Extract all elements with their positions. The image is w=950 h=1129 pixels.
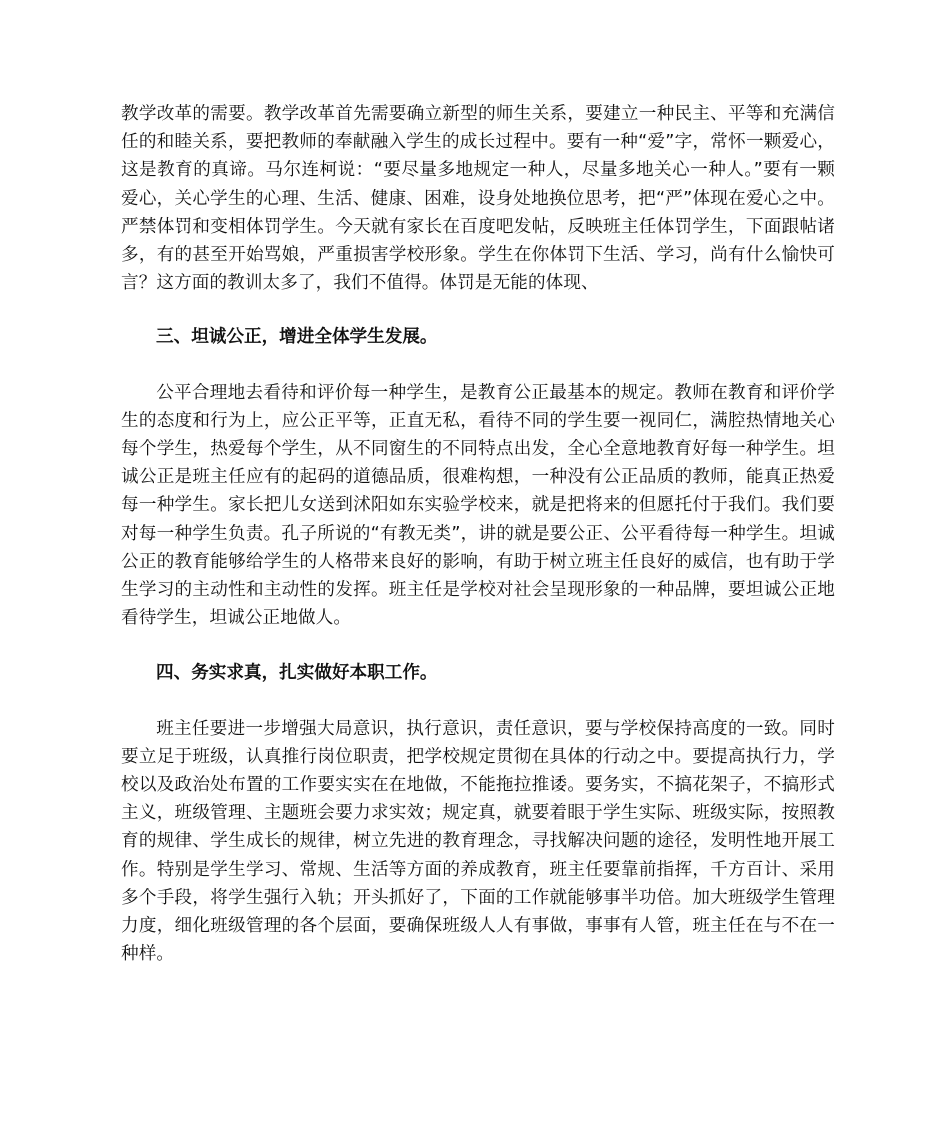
section-heading-4: 四、务实求真，扎实做好本职工作。 (156, 663, 438, 684)
spacer (121, 688, 835, 715)
section-heading-3: 三、坦诚公正，增进全体学生发展。 (156, 327, 438, 348)
paragraph-2: 公平合理地去看待和评价每一种学生，是教育公正最基本的规定。教师在教育和评价学生的态度和行为上，应公正平等，正直无私，看待不同的学生要一视同仁，满腔热情地关心每个学生，热爱每个学生，从不同窗生的不同特点出发，全心全意地教育好每一种学生。坦诚公正是班主任应有的起码的道德品质，很难构想，一种没有公正品质的教师，能真正热爱每一种学生。家长把儿女送到沭阳如东实验学校来，就是把将来的但愿托付于我们。我们要对每一种学生负责。孔子所说的“有教无类”，讲的就是要公正、公平看待每一种学生。坦诚公正的教育能够给学生的人格带来良好的影响，有助于树立班主任良好的威信，也有助于学生学习的主动性和主动性的发挥。班主任是学校对社会呈现形象的一种品牌，要坦诚公正地看待学生，坦诚公正地做人。 (121, 382, 835, 629)
spacer (121, 352, 835, 379)
spacer (121, 632, 835, 659)
paragraph-1: 教学改革的需要。教学改革首先需要确立新型的师生关系，要建立一种民主、平等和充满信任的和睦关系，要把教师的奉献融入学生的成长过程中。要有一种“爱”字，常怀一颗爱心，这是教育的真谛。马尔连柯说：“要尽量多地规定一种人，尽量多地关心一种人。”要有一颗爱心，关心学生的心理、生活、健康、困难，设身处地换位思考，把“严”体现在爱心之中。严禁体罚和变相体罚学生。今天就有家长在百度吧发帖，反映班主任体罚学生，下面跟帖诸多，有的甚至开始骂娘，严重损害学校形象。学生在你体罚下生活、学习，尚有什么愉快可言？这方面的教训太多了，我们不值得。体罚是无能的体现、 (121, 104, 835, 294)
document-body (121, 100, 835, 968)
paragraph-3: 班主任要进一步增强大局意识，执行意识，责任意识，要与学校保持高度的一致。同时要立足于班级，认真推行岗位职责，把学校规定贯彻在具体的行动之中。要提高执行力，学校以及政治处布置的工作要实实在在地做，不能拖拉推诿。要务实，不搞花架子，不搞形式主义，班级管理、主题班会要力求实效；规定真，就要着眼于学生实际、班级实际，按照教育的规律、学生成长的规律，树立先进的教育理念，寻找解决问题的途径，发明性地开展工作。特别是学生学习、常规、生活等方面的养成教育，班主任要靠前指挥，千方百计、采用多个手段，将学生强行入轨；开头抓好了，下面的工作就能够事半功倍。加大班级学生管理力度，细化班级管理的各个层面，要确保班级人人有事做，事事有人管，班主任在与不在一种样。 (121, 718, 835, 965)
spacer (121, 297, 835, 323)
